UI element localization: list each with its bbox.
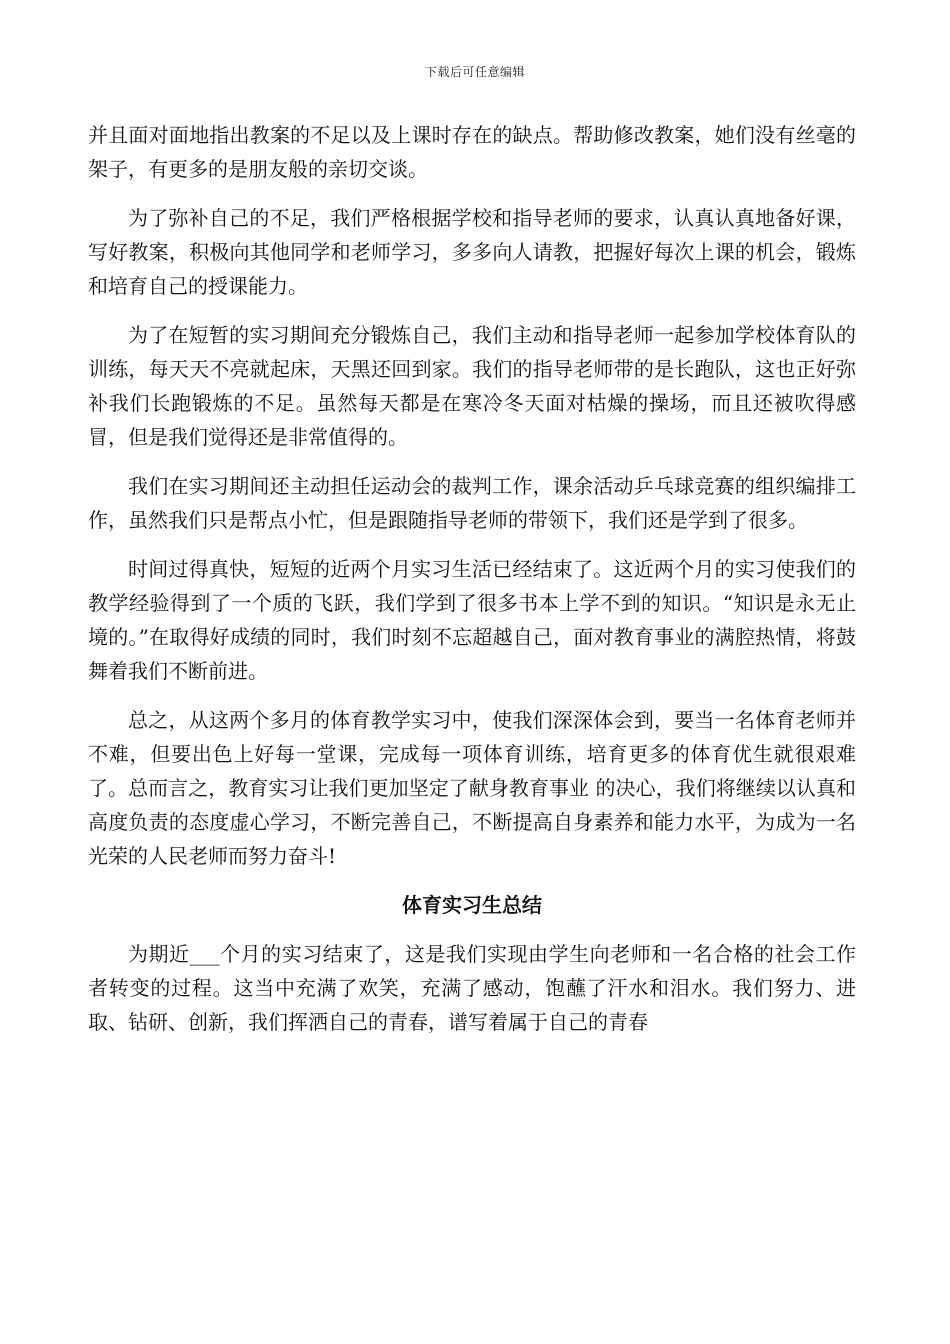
paragraph-6: 总之，从这两个多月的体育教学实习中，使我们深深体会到，要当一名体育老师并不难，但要出色上好每一堂课，完成每一项体育训练，培育更多的体育优生就很艰难了。总而言之，教育实习让我们更加坚定了献身教育事业 的决心，我们将继续以认真和高度负责的态度虚心学习，不断完善自己，不断提高自身素养和能力水平，为成为一名光荣的人民老师而努力奋斗!: [88, 708, 856, 868]
page-header: 下载后可任意编辑: [424, 65, 525, 79]
paragraph-1: 并且面对面地指出教案的不足以及上课时存在的缺点。帮助修改教案，她们没有丝毫的架子，有更多的是朋友般的亲切交谈。: [88, 123, 856, 181]
paragraph-2: 为了弥补自己的不足，我们严格根据学校和指导老师的要求，认真认真地备好课，写好教案，积极向其他同学和老师学习，多多向人请教，把握好每次上课的机会，锻炼和培育自己的授课能力。: [88, 206, 856, 298]
section-title: 体育实习生总结: [402, 893, 542, 917]
paragraph-3: 为了在短暂的实习期间充分锻炼自己，我们主动和指导老师一起参加学校体育队的训练，每天天不亮就起床，天黑还回到家。我们的指导老师带的是长跑队，这也正好弥补我们长跑锻炼的不足。虽然每天都是在寒冷冬天面对枯燥的操场，而且还被吹得感冒，但是我们觉得还是非常值得的。: [88, 323, 856, 449]
paragraph-5: 时间过得真快，短短的近两个月实习生活已经结束了。这近两个月的实习使我们的教学经验得到了一个质的飞跃，我们学到了很多书本上学不到的知识。“知识是永无止境的。”在取得好成绩的同时，我们时刻不忘超越自己，面对教育事业的满腔热情，将鼓舞着我们不断前进。: [88, 557, 856, 683]
paragraph-7: 为期近___个月的实习结束了，这是我们实现由学生向老师和一名合格的社会工作者转变的过程。这当中充满了欢笑，充满了感动，饱蘸了汗水和泪水。我们努力、进取、钻研、创新，我们挥洒自己的青春，谱写着属于自己的青春: [88, 942, 856, 1034]
paragraph-4: 我们在实习期间还主动担任运动会的裁判工作，课余活动乒乓球竞赛的组织编排工作，虽然我们只是帮点小忙，但是跟随指导老师的带领下，我们还是学到了很多。: [88, 474, 856, 532]
document-body: [88, 118, 856, 1054]
